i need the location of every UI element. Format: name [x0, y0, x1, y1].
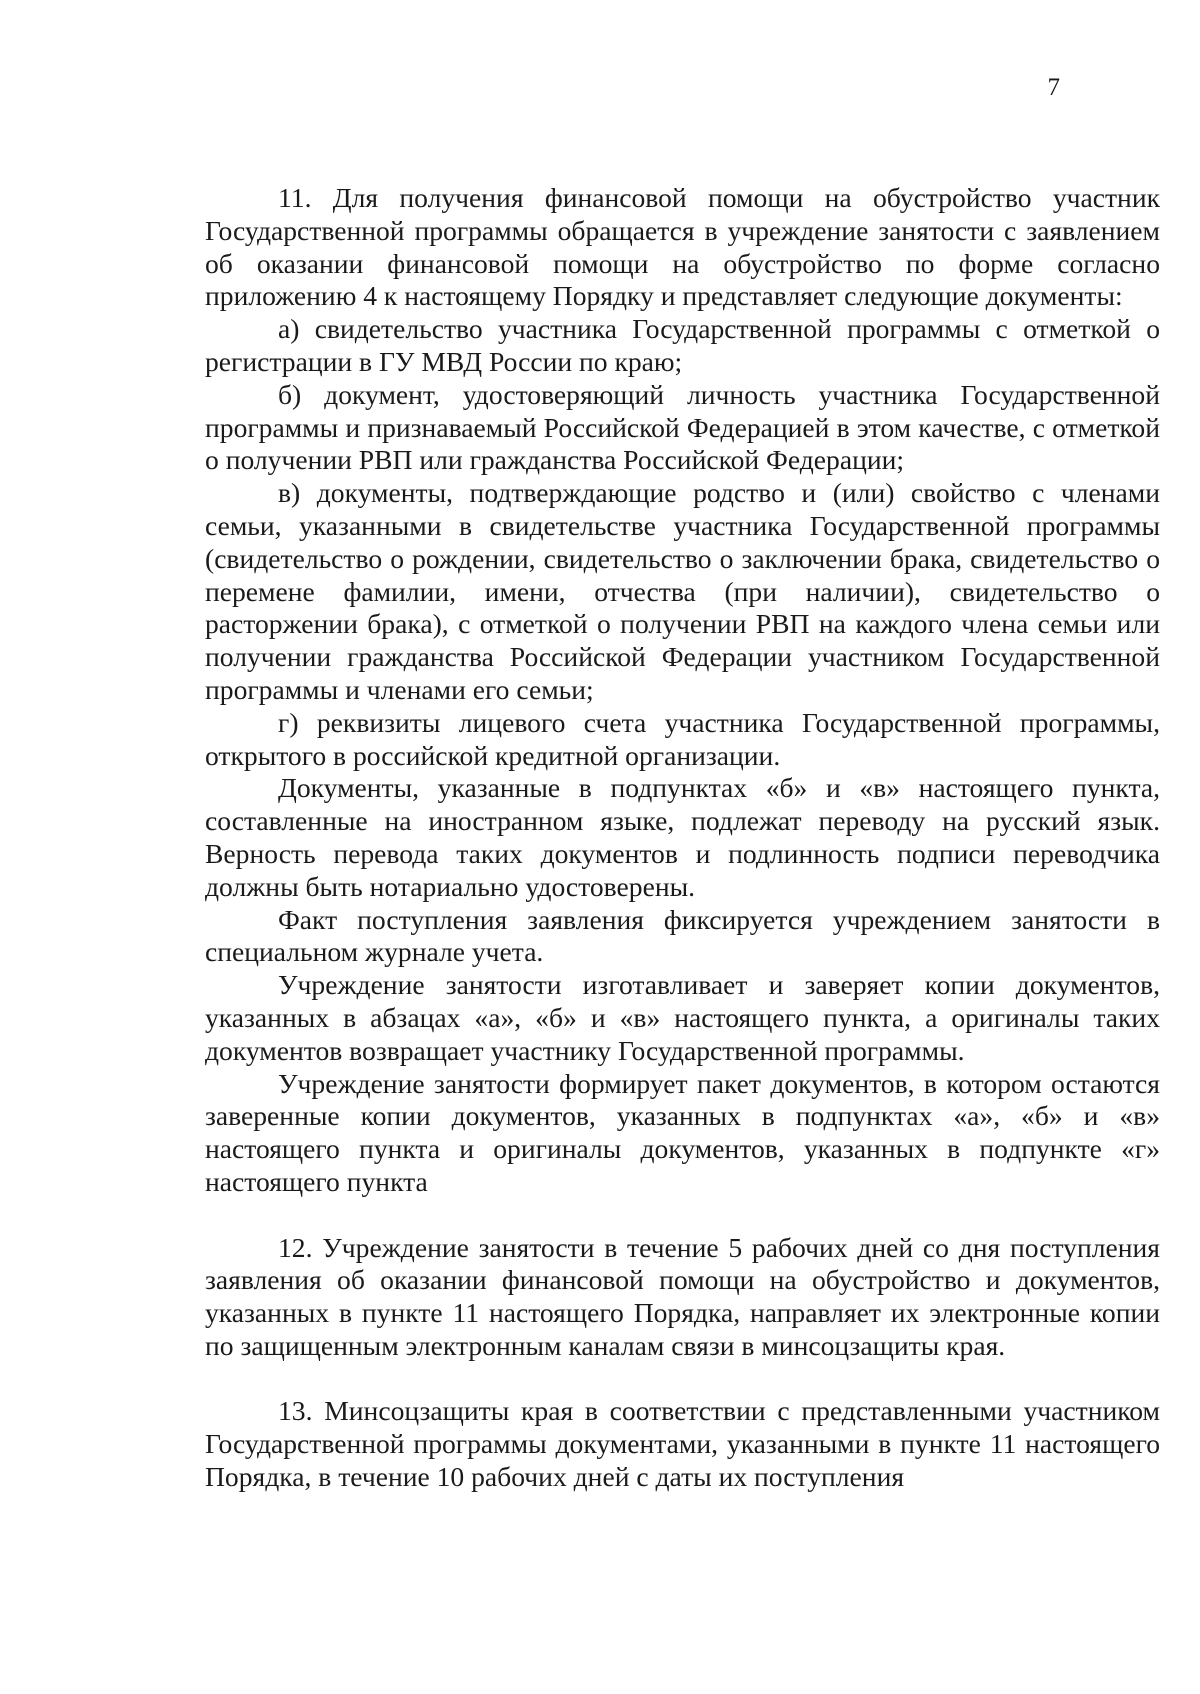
paragraph-12: 12. Учреждение занятости в течение 5 рабочих дней со дня поступления заявления об оказании финансовой помощи на обустройство и документов, указанных в пункте 11 настоящего Порядка, направляет их электронные копии по защищенным электронным каналам связи в минсоцзащиты края.: [205, 1231, 1160, 1361]
paragraph-spacer: [205, 1199, 1160, 1232]
paragraph-11: 11. Для получения финансовой помощи на обустройство участник Государственной программы обращается в учреждение занятости с заявлением об оказании финансовой помощи на обустройство по форме согласно приложению 4 к настоящему Порядку и представляет следующие документы:: [205, 182, 1160, 312]
page-number: 7: [1047, 74, 1060, 101]
subparagraph-a: а) свидетельство участника Государственной программы с отметкой о регистрации в ГУ МВД России по краю;: [205, 313, 1160, 377]
subparagraph-v: в) документы, подтверждающие родство и (или) свойство с членами семьи, указанными в свидетельстве участника Государственной программы (свидетельство о рождении, свидетельство о заключении брака, свидетельство о перемене фамилии, имени, отчества (при наличии), свидетельство о расторжении брака), с отметкой о получении РВП на каждого члена семьи или получении гражданства Российской Федерации участником Государственной программы и членами его семьи;: [205, 477, 1160, 705]
subparagraph-g: г) реквизиты лицевого счета участника Государственной программы, открытого в российской кредитной организации.: [205, 706, 1160, 771]
paragraph-translation: Документы, указанные в подпунктах «б» и «в» настоящего пункта, составленные на иностранном языке, подлежат переводу на русский язык. Верность перевода таких документов и подлинность подписи переводчика должны быть нотариально удостоверены.: [205, 772, 1160, 902]
paragraph-copies: Учреждение занятости изготавливает и заверяет копии документов, указанных в абзацах «а», «б» и «в» настоящего пункта, а оригиналы таких документов возвращает участнику Государственной программы.: [205, 969, 1160, 1066]
paragraph-registration: Факт поступления заявления фиксируется учреждением занятости в специальном журнале учета.: [205, 903, 1160, 968]
document-body: [205, 182, 1160, 1494]
paragraph-13: 13. Минсоцзащиты края в соответствии с представленными участником Государственной программы документами, указанными в пункте 11 настоящего Порядка, в течение 10 рабочих дней с даты их поступления: [205, 1395, 1160, 1493]
subparagraph-b: б) документ, удостоверяющий личность участника Государственной программы и признаваемый Российской Федерацией в этом качестве, с отметкой о получении РВП или гражданства Российской Федерации;: [205, 378, 1160, 476]
paragraph-spacer: [205, 1363, 1160, 1396]
paragraph-package: Учреждение занятости формирует пакет документов, в котором остаются заверенные копии документов, указанных в подпунктах «а», «б» и «в» настоящего пункта и оригиналы документов, указанных в подпункте «г» настоящего пункта: [205, 1067, 1160, 1197]
